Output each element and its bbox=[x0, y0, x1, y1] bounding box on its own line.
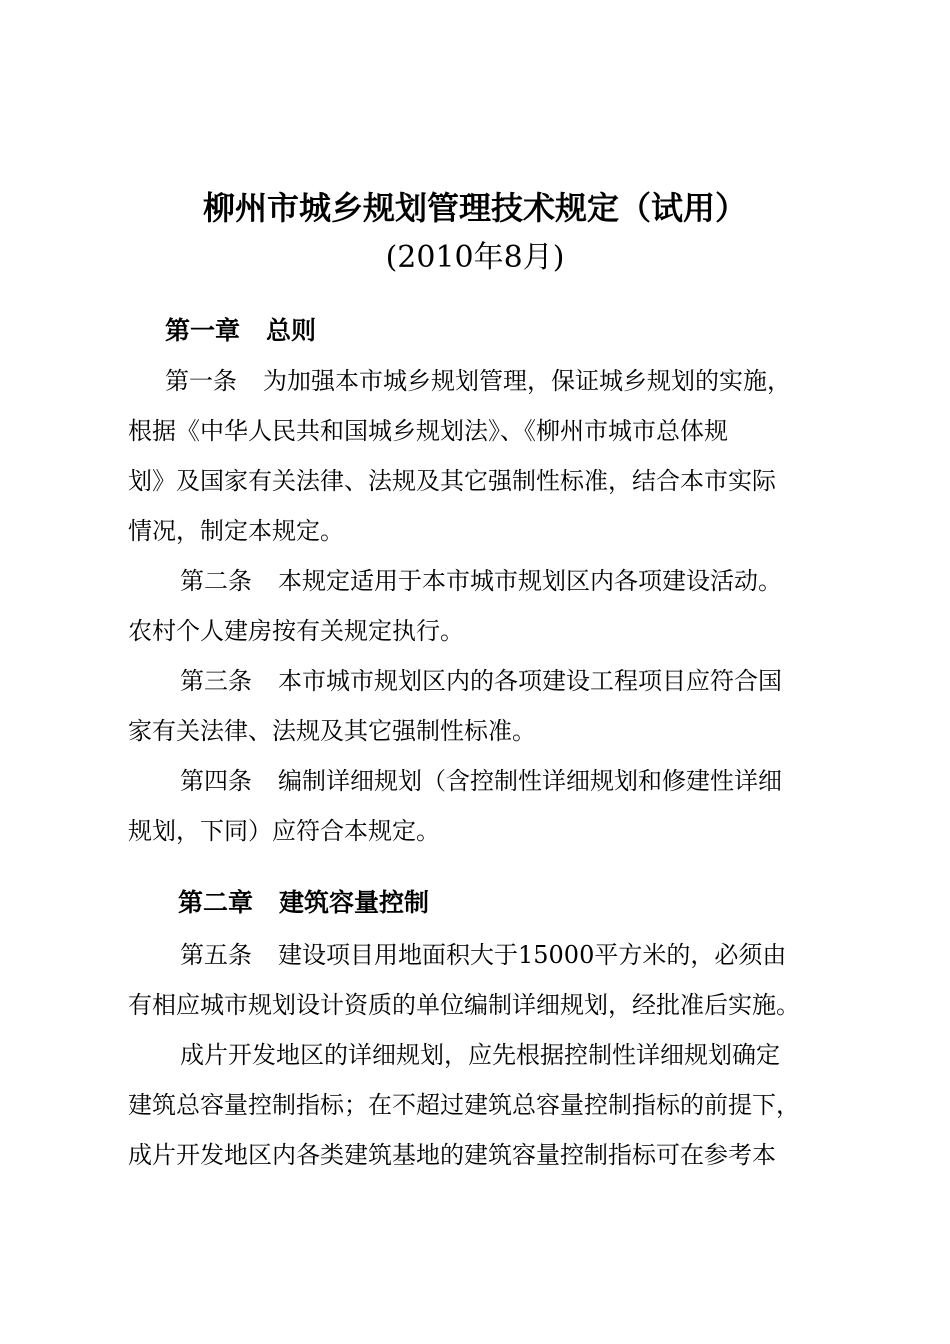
chapter-1-number: 第一章 bbox=[165, 316, 241, 345]
article-3-text: 本市城市规划区内的各项建设工程项目应符合国 bbox=[278, 667, 782, 695]
paragraph-line-1: 成片开发地区的详细规划，应先根据控制性详细规划确定 bbox=[180, 1041, 780, 1069]
document-date: (2010年8月) bbox=[385, 240, 565, 275]
article-5-text: 建设项目用地面积大于15000平方米的，必须由 bbox=[278, 941, 787, 969]
article-1-line-4: 情况，制定本规定。 bbox=[128, 517, 344, 545]
article-1-text: 为加强本市城乡规划管理，保证城乡规划的实施， bbox=[263, 367, 791, 395]
document-title: 柳州市城乡规划管理技术规定（试用） bbox=[202, 189, 747, 227]
article-2-line-2: 农村个人建房按有关规定执行。 bbox=[128, 617, 464, 645]
article-4-line-1 bbox=[180, 764, 782, 798]
article-3-line-1 bbox=[180, 664, 782, 698]
article-1-label: 第一条 bbox=[165, 367, 237, 395]
article-5-line-2: 有相应城市规划设计资质的单位编制详细规划，经批准后实施。 bbox=[128, 991, 800, 1019]
chapter-1-heading bbox=[165, 314, 316, 348]
article-4-text: 编制详细规划（含控制性详细规划和修建性详细 bbox=[278, 767, 782, 795]
article-1-line-1 bbox=[165, 364, 791, 398]
article-1-line-2: 根据《中华人民共和国城乡规划法》、《柳州市城市总体规 bbox=[128, 417, 728, 445]
article-5-line-1 bbox=[180, 938, 786, 972]
article-3-label: 第三条 bbox=[180, 667, 252, 695]
paragraph-line-3: 成片开发地区内各类建筑基地的建筑容量控制指标可在参考本 bbox=[128, 1141, 776, 1169]
paragraph-line-2: 建筑总容量控制指标；在不超过建筑总容量控制指标的前提下， bbox=[128, 1091, 800, 1119]
chapter-1-name: 总则 bbox=[266, 316, 317, 345]
chapter-2-heading bbox=[178, 886, 429, 920]
article-5-label: 第五条 bbox=[180, 941, 252, 969]
chapter-2-number: 第二章 bbox=[178, 888, 254, 917]
article-4-line-2: 规划，下同）应符合本规定。 bbox=[128, 817, 440, 845]
article-2-line-1 bbox=[180, 564, 782, 598]
article-2-label: 第二条 bbox=[180, 567, 252, 595]
article-2-text: 本规定适用于本市城市规划区内各项建设活动。 bbox=[278, 567, 782, 595]
article-4-label: 第四条 bbox=[180, 767, 252, 795]
article-3-line-2: 家有关法律、法规及其它强制性标准。 bbox=[128, 717, 536, 745]
article-1-line-3: 划》及国家有关法律、法规及其它强制性标准，结合本市实际 bbox=[128, 467, 776, 495]
chapter-2-name: 建筑容量控制 bbox=[279, 888, 430, 917]
